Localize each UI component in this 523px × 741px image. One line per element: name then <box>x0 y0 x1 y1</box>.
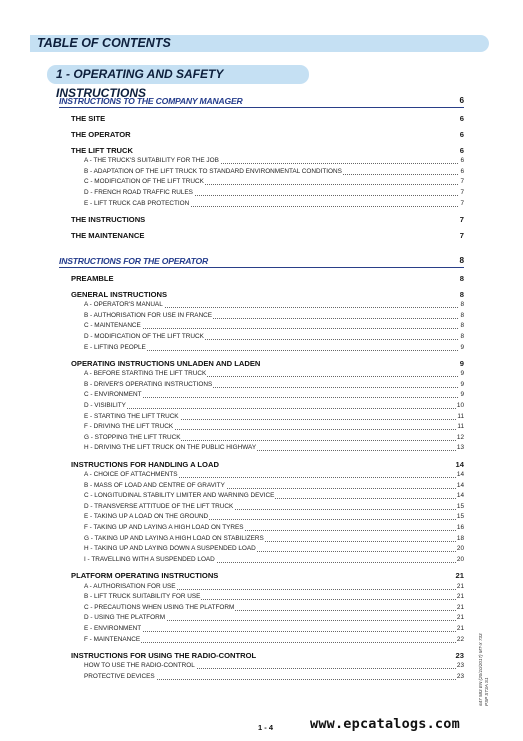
entry-page: 23 <box>455 650 464 660</box>
subentry-title: A - CHOICE OF ATTACHMENTS <box>84 470 179 481</box>
subentry-page: 14 <box>456 470 464 481</box>
subentry-title: C - LONGITUDINAL STABILITY LIMITER AND WARNING DEVICE <box>84 491 275 502</box>
toc-subentry <box>59 523 464 534</box>
subentry-title: F - TAKING UP AND LAYING A HIGH LOAD ON TYRES <box>84 523 245 534</box>
toc-subentry <box>59 321 464 332</box>
subentry-title: E - ENVIRONMENT <box>84 624 142 635</box>
subentry-title: B - MASS OF LOAD AND CENTRE OF GRAVITY <box>84 481 226 492</box>
entry-title: THE MAINTENANCE <box>71 230 145 240</box>
toc-part-company-manager <box>59 96 464 241</box>
toc-subentry <box>59 624 464 635</box>
watermark-text: www.epcatalogs.com <box>310 716 460 732</box>
subentry-title: I - TRAVELLING WITH A SUSPENDED LOAD <box>84 555 216 566</box>
subentry-title: D - FRENCH ROAD TRAFFIC RULES <box>84 188 194 199</box>
entry-page: 14 <box>455 459 464 469</box>
part-title: INSTRUCTIONS FOR THE OPERATOR <box>59 256 209 266</box>
toc-subentry <box>59 167 464 178</box>
toc-subentry <box>59 635 464 646</box>
part-title: INSTRUCTIONS TO THE COMPANY MANAGER <box>59 96 243 106</box>
subentry-page: 14 <box>456 481 464 492</box>
section-header-bar <box>47 65 309 100</box>
toc-subentry <box>59 369 464 380</box>
toc-entry <box>59 460 464 471</box>
subentry-page: 9 <box>459 343 464 354</box>
entry-page: 6 <box>459 129 464 139</box>
entry-title: PLATFORM OPERATING INSTRUCTIONS <box>71 570 219 580</box>
toc-subentry <box>59 433 464 444</box>
subentry-title: H - TAKING UP AND LAYING DOWN A SUSPENDED LOAD <box>84 544 257 555</box>
page-number: 1 - 4 <box>258 723 274 732</box>
subentry-page: 20 <box>456 544 464 555</box>
subentry-page: 23 <box>456 672 464 683</box>
toc-entry <box>59 130 464 141</box>
toc-part-heading <box>59 256 464 268</box>
entry-title: THE SITE <box>71 113 106 123</box>
subentry-title: A - AUTHORISATION FOR USE <box>84 582 177 593</box>
subentry-page: 15 <box>456 512 464 523</box>
subentry-page: 8 <box>459 321 464 332</box>
subentry-title: A - BEFORE STARTING THE LIFT TRUCK <box>84 369 207 380</box>
subentry-title: E - TAKING UP A LOAD ON THE GROUND <box>84 512 209 523</box>
toc-header-bar <box>30 35 489 52</box>
subentry-title: E - STARTING THE LIFT TRUCK <box>84 412 180 423</box>
toc-subentry <box>59 300 464 311</box>
subentry-page: 21 <box>456 582 464 593</box>
toc-subentry <box>59 332 464 343</box>
entry-title: THE LIFT TRUCK <box>71 145 134 155</box>
toc-subentry <box>59 401 464 412</box>
toc-subentry <box>59 592 464 603</box>
entry-title: PREAMBLE <box>71 273 114 283</box>
toc-subentry <box>59 343 464 354</box>
subentry-page: 10 <box>456 401 464 412</box>
entry-title: THE OPERATOR <box>71 129 131 139</box>
entry-page: 6 <box>459 113 464 123</box>
subentry-title: A - OPERATOR'S MANUAL <box>84 300 164 311</box>
toc-subentry <box>59 502 464 513</box>
toc-subentry <box>59 534 464 545</box>
subentry-title: C - MAINTENANCE <box>84 321 142 332</box>
toc-subentry <box>59 199 464 210</box>
subentry-title: F - DRIVING THE LIFT TRUCK <box>84 422 174 433</box>
subentry-page: 21 <box>456 592 464 603</box>
subentry-page: 7 <box>459 177 464 188</box>
toc-entry <box>59 215 464 226</box>
subentry-page: 16 <box>456 523 464 534</box>
subentry-page: 6 <box>459 167 464 178</box>
subentry-title: C - MODIFICATION OF THE LIFT TRUCK <box>84 177 205 188</box>
subentry-title: G - TAKING UP AND LAYING A HIGH LOAD ON STABILIZERS <box>84 534 265 545</box>
subentry-title: B - ADAPTATION OF THE LIFT TRUCK TO STANDARD ENVIRONMENTAL CONDITIONS <box>84 167 343 178</box>
dot-leader <box>84 408 464 409</box>
toc-entry <box>59 290 464 301</box>
subentry-title: E - LIFTING PEOPLE <box>84 343 147 354</box>
subentry-title: D - MODIFICATION OF THE LIFT TRUCK <box>84 332 205 343</box>
entry-title: OPERATING INSTRUCTIONS UNLADEN AND LADEN <box>71 358 261 368</box>
subentry-title: D - USING THE PLATFORM <box>84 613 166 624</box>
toc-subentry <box>59 422 464 433</box>
toc-part-heading <box>59 96 464 108</box>
toc-entry <box>59 231 464 242</box>
subentry-title: HOW TO USE THE RADIO-CONTROL <box>84 661 196 672</box>
toc-subentry <box>59 443 464 454</box>
entry-title: GENERAL INSTRUCTIONS <box>71 289 168 299</box>
subentry-page: 11 <box>456 422 464 433</box>
subentry-title: C - ENVIRONMENT <box>84 390 143 401</box>
toc-title: TABLE OF CONTENTS <box>37 36 171 50</box>
entry-page: 8 <box>459 289 464 299</box>
toc-entry <box>59 114 464 125</box>
subentry-page: 8 <box>459 311 464 322</box>
subentry-page: 7 <box>459 188 464 199</box>
entry-title: INSTRUCTIONS FOR HANDLING A LOAD <box>71 459 219 469</box>
subentry-page: 22 <box>456 635 464 646</box>
toc-subentry <box>59 544 464 555</box>
subentry-page: 8 <box>459 332 464 343</box>
toc-subentry <box>59 156 464 167</box>
toc-subentry <box>59 380 464 391</box>
subentry-page: 11 <box>456 412 464 423</box>
subentry-title: H - DRIVING THE LIFT TRUCK ON THE PUBLIC HIGHWAY <box>84 443 257 454</box>
subentry-page: 21 <box>456 624 464 635</box>
toc-subentry <box>59 661 464 672</box>
toc-entry <box>59 274 464 285</box>
part-page: 6 <box>459 96 464 105</box>
toc-subentry <box>59 311 464 322</box>
toc-subentry <box>59 177 464 188</box>
subentry-page: 18 <box>456 534 464 545</box>
toc-subentry <box>59 481 464 492</box>
toc-subentry <box>59 412 464 423</box>
toc-entry <box>59 651 464 662</box>
entry-page: 7 <box>459 230 464 240</box>
entry-page: 9 <box>459 358 464 368</box>
toc-subentry <box>59 613 464 624</box>
toc-subentry <box>59 390 464 401</box>
subentry-page: 23 <box>456 661 464 672</box>
subentry-title: B - LIFT TRUCK SUITABILITY FOR USE <box>84 592 201 603</box>
subentry-page: 9 <box>459 369 464 380</box>
toc-part-operator <box>59 256 464 682</box>
entry-page: 8 <box>459 273 464 283</box>
toc-subentry <box>59 582 464 593</box>
section-title: 1 - OPERATING AND SAFETY INSTRUCTIONS <box>56 67 224 100</box>
subentry-page: 21 <box>456 613 464 624</box>
subentry-title: PROTECTIVE DEVICES <box>84 672 156 683</box>
subentry-title: B - DRIVER'S OPERATING INSTRUCTIONS <box>84 380 213 391</box>
side-document-code: 647 583 EN (20/10/2017) MT-X 733 PSP ST3A S1 <box>478 633 489 706</box>
subentry-page: 6 <box>459 156 464 167</box>
toc-subentry <box>59 555 464 566</box>
subentry-title: D - VISIBILITY <box>84 401 127 412</box>
subentry-page: 20 <box>456 555 464 566</box>
entry-page: 6 <box>459 145 464 155</box>
subentry-title: C - PRECAUTIONS WHEN USING THE PLATFORM <box>84 603 235 614</box>
subentry-title: B - AUTHORISATION FOR USE IN FRANCE <box>84 311 213 322</box>
toc-entry <box>59 146 464 157</box>
toc-entry <box>59 359 464 370</box>
subentry-page: 21 <box>456 603 464 614</box>
subentry-page: 14 <box>456 491 464 502</box>
subentry-title: D - TRANSVERSE ATTITUDE OF THE LIFT TRUCK <box>84 502 234 513</box>
subentry-page: 12 <box>456 433 464 444</box>
toc-subentry <box>59 672 464 683</box>
subentry-title: A - THE TRUCK'S SUITABILITY FOR THE JOB <box>84 156 220 167</box>
entry-page: 7 <box>459 214 464 224</box>
entry-title: THE INSTRUCTIONS <box>71 214 146 224</box>
subentry-page: 9 <box>459 380 464 391</box>
toc-subentry <box>59 491 464 502</box>
subentry-page: 13 <box>456 443 464 454</box>
part-page: 8 <box>459 256 464 265</box>
entry-page: 21 <box>455 570 464 580</box>
subentry-page: 7 <box>459 199 464 210</box>
subentry-title: G - STOPPING THE LIFT TRUCK <box>84 433 181 444</box>
subentry-title: F - MAINTENANCE <box>84 635 141 646</box>
toc-subentry <box>59 188 464 199</box>
toc-subentry <box>59 512 464 523</box>
toc-entry <box>59 571 464 582</box>
subentry-page: 15 <box>456 502 464 513</box>
toc-subentry <box>59 603 464 614</box>
subentry-title: E - LIFT TRUCK CAB PROTECTION <box>84 199 190 210</box>
entry-title: INSTRUCTIONS FOR USING THE RADIO-CONTROL <box>71 650 257 660</box>
toc-subentry <box>59 470 464 481</box>
subentry-page: 8 <box>459 300 464 311</box>
subentry-page: 9 <box>459 390 464 401</box>
